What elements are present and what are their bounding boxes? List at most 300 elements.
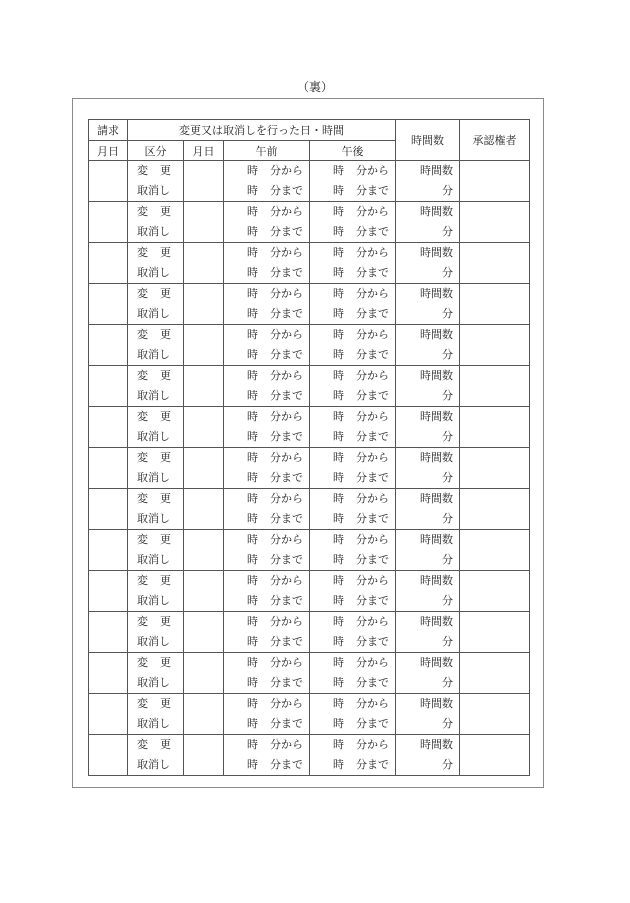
seikyu-date-cell[interactable] — [89, 284, 128, 325]
gogo-time-cell[interactable] — [310, 694, 396, 735]
until-label: 分まで — [270, 184, 303, 197]
gozen-from-line — [224, 571, 309, 591]
hour-label: 時 — [333, 307, 344, 320]
hour-label: 時 — [247, 738, 258, 751]
approver-cell[interactable] — [460, 735, 530, 776]
kubun-change-char1: 変 — [137, 164, 148, 177]
hour-label: 時 — [247, 471, 258, 484]
kubun-cell[interactable] — [128, 448, 184, 489]
table-row — [89, 284, 530, 325]
gogo-until-line — [310, 591, 395, 611]
gozen-until-line — [224, 304, 309, 324]
kubun-change-char2: 更 — [160, 451, 171, 464]
gozen-time-cell[interactable] — [224, 243, 310, 284]
from-label: 分から — [356, 410, 389, 423]
seikyu-date-cell[interactable] — [89, 653, 128, 694]
hours-label: 時間数 — [420, 369, 453, 382]
gozen-time-cell[interactable] — [224, 448, 310, 489]
kubun-cell[interactable] — [128, 653, 184, 694]
seikyu-date-cell[interactable] — [89, 735, 128, 776]
seikyu-date-cell[interactable] — [89, 530, 128, 571]
from-label: 分から — [356, 287, 389, 300]
tsukihi-cell[interactable] — [184, 489, 224, 530]
gogo-time-cell[interactable] — [310, 571, 396, 612]
seikyu-date-cell[interactable] — [89, 202, 128, 243]
kubun-cancel-option[interactable]: 取消し — [137, 430, 170, 443]
kubun-cancel-option[interactable]: 取消し — [137, 635, 170, 648]
until-label: 分まで — [270, 225, 303, 238]
hours-label: 時間数 — [420, 205, 453, 218]
hour-label: 時 — [333, 635, 344, 648]
hour-label: 時 — [247, 656, 258, 669]
hours-cell[interactable] — [396, 653, 460, 694]
header-seikyu-bottom: 月日 — [89, 141, 128, 161]
gogo-time-cell[interactable] — [310, 202, 396, 243]
kubun-cell[interactable] — [128, 161, 184, 202]
approver-cell[interactable] — [460, 366, 530, 407]
gogo-until-line — [310, 263, 395, 283]
approver-cell[interactable] — [460, 284, 530, 325]
kubun-cancel-option[interactable]: 取消し — [137, 758, 170, 771]
hour-label: 時 — [247, 164, 258, 177]
gozen-until-line — [224, 386, 309, 406]
minutes-label: 分 — [442, 184, 453, 197]
hours-cell[interactable] — [396, 694, 460, 735]
gogo-time-cell[interactable] — [310, 366, 396, 407]
header-jikansu: 時間数 — [396, 120, 460, 161]
hour-label: 時 — [333, 492, 344, 505]
kubun-cell[interactable] — [128, 202, 184, 243]
seikyu-date-cell[interactable] — [89, 366, 128, 407]
gozen-time-cell[interactable] — [224, 612, 310, 653]
kubun-cancel-option[interactable]: 取消し — [137, 266, 170, 279]
hour-label: 時 — [247, 553, 258, 566]
hour-label: 時 — [247, 410, 258, 423]
from-label: 分から — [356, 164, 389, 177]
hours-cell[interactable] — [396, 407, 460, 448]
header-seikyu-top: 請求 — [89, 120, 128, 141]
seikyu-date-cell[interactable] — [89, 612, 128, 653]
hours-cell[interactable] — [396, 325, 460, 366]
hour-label: 時 — [247, 492, 258, 505]
gozen-until-line — [224, 632, 309, 652]
kubun-change-option[interactable] — [128, 284, 183, 304]
tsukihi-cell[interactable] — [184, 202, 224, 243]
gozen-from-line — [224, 653, 309, 673]
kubun-change-char2: 更 — [160, 287, 171, 300]
hour-label: 時 — [333, 451, 344, 464]
kubun-cell[interactable] — [128, 325, 184, 366]
gogo-time-cell[interactable] — [310, 612, 396, 653]
from-label: 分から — [356, 615, 389, 628]
until-label: 分まで — [270, 594, 303, 607]
gogo-from-line — [310, 243, 395, 263]
tsukihi-cell[interactable] — [184, 612, 224, 653]
gogo-from-line — [310, 530, 395, 550]
tsukihi-cell[interactable] — [184, 366, 224, 407]
from-label: 分から — [270, 246, 303, 259]
gozen-time-cell[interactable] — [224, 325, 310, 366]
hour-label: 時 — [247, 451, 258, 464]
hour-label: 時 — [333, 512, 344, 525]
from-label: 分から — [270, 697, 303, 710]
hour-label: 時 — [247, 348, 258, 361]
from-label: 分から — [356, 205, 389, 218]
gogo-from-line — [310, 202, 395, 222]
tsukihi-cell[interactable] — [184, 407, 224, 448]
approver-cell[interactable] — [460, 653, 530, 694]
kubun-change-option[interactable] — [128, 202, 183, 222]
gogo-until-line — [310, 550, 395, 570]
kubun-cancel-option[interactable]: 取消し — [137, 471, 170, 484]
gogo-time-cell[interactable] — [310, 653, 396, 694]
until-label: 分まで — [356, 307, 389, 320]
header-kubun: 区分 — [128, 141, 184, 161]
until-label: 分まで — [270, 553, 303, 566]
hours-cell[interactable] — [396, 243, 460, 284]
until-label: 分まで — [356, 676, 389, 689]
gozen-until-line — [224, 222, 309, 242]
hours-cell[interactable] — [396, 571, 460, 612]
minutes-label: 分 — [442, 266, 453, 279]
hours-cell[interactable] — [396, 202, 460, 243]
gogo-time-cell[interactable] — [310, 284, 396, 325]
hour-label: 時 — [333, 369, 344, 382]
approver-cell[interactable] — [460, 571, 530, 612]
gogo-from-line — [310, 284, 395, 304]
kubun-change-char1: 変 — [137, 369, 148, 382]
from-label: 分から — [356, 492, 389, 505]
hour-label: 時 — [247, 594, 258, 607]
seikyu-date-cell[interactable] — [89, 161, 128, 202]
seikyu-date-cell[interactable] — [89, 448, 128, 489]
kubun-change-option[interactable] — [128, 366, 183, 386]
gozen-until-line — [224, 673, 309, 693]
kubun-cell[interactable] — [128, 407, 184, 448]
kubun-change-option[interactable] — [128, 735, 183, 755]
seikyu-date-cell[interactable] — [89, 571, 128, 612]
gogo-until-line — [310, 304, 395, 324]
kubun-change-option[interactable] — [128, 407, 183, 427]
approver-cell[interactable] — [460, 325, 530, 366]
from-label: 分から — [270, 369, 303, 382]
until-label: 分まで — [270, 717, 303, 730]
kubun-cell[interactable] — [128, 366, 184, 407]
hour-label: 時 — [247, 307, 258, 320]
from-label: 分から — [270, 287, 303, 300]
gogo-from-line — [310, 407, 395, 427]
seikyu-date-cell[interactable] — [89, 407, 128, 448]
approver-cell[interactable] — [460, 407, 530, 448]
gozen-until-line — [224, 427, 309, 447]
until-label: 分まで — [356, 594, 389, 607]
from-label: 分から — [270, 533, 303, 546]
kubun-cell[interactable] — [128, 735, 184, 776]
table-row — [89, 653, 530, 694]
tsukihi-cell[interactable] — [184, 653, 224, 694]
hour-label: 時 — [333, 471, 344, 484]
gogo-until-line — [310, 714, 395, 734]
gozen-from-line — [224, 694, 309, 714]
gozen-time-cell[interactable] — [224, 489, 310, 530]
hours-label: 時間数 — [420, 533, 453, 546]
hour-label: 時 — [333, 533, 344, 546]
tsukihi-cell[interactable] — [184, 284, 224, 325]
hour-label: 時 — [247, 205, 258, 218]
gozen-time-cell[interactable] — [224, 571, 310, 612]
seikyu-date-cell[interactable] — [89, 489, 128, 530]
gogo-from-line — [310, 489, 395, 509]
hour-label: 時 — [247, 184, 258, 197]
kubun-change-char2: 更 — [160, 410, 171, 423]
hours-cell[interactable] — [396, 448, 460, 489]
approver-cell[interactable] — [460, 694, 530, 735]
tsukihi-cell[interactable] — [184, 530, 224, 571]
hour-label: 時 — [247, 635, 258, 648]
minutes-label: 分 — [442, 635, 453, 648]
hours-cell[interactable] — [396, 612, 460, 653]
approver-cell[interactable] — [460, 161, 530, 202]
approver-cell[interactable] — [460, 489, 530, 530]
hour-label: 時 — [333, 287, 344, 300]
hours-label: 時間数 — [420, 738, 453, 751]
tsukihi-cell[interactable] — [184, 694, 224, 735]
kubun-change-option[interactable] — [128, 161, 183, 181]
tsukihi-cell[interactable] — [184, 735, 224, 776]
approver-cell[interactable] — [460, 202, 530, 243]
hour-label: 時 — [333, 697, 344, 710]
hours-cell[interactable] — [396, 735, 460, 776]
header-row-1 — [89, 120, 530, 141]
gozen-until-line — [224, 263, 309, 283]
until-label: 分まで — [270, 348, 303, 361]
kubun-cancel-option[interactable]: 取消し — [137, 717, 170, 730]
until-label: 分まで — [356, 348, 389, 361]
until-label: 分まで — [270, 389, 303, 402]
kubun-change-option[interactable] — [128, 694, 183, 714]
hour-label: 時 — [247, 676, 258, 689]
gogo-time-cell[interactable] — [310, 448, 396, 489]
table-row — [89, 735, 530, 776]
hours-label: 時間数 — [420, 246, 453, 259]
gozen-time-cell[interactable] — [224, 407, 310, 448]
kubun-change-char1: 変 — [137, 246, 148, 259]
until-label: 分まで — [270, 430, 303, 443]
seikyu-date-cell[interactable] — [89, 243, 128, 284]
kubun-cell[interactable] — [128, 243, 184, 284]
tsukihi-cell[interactable] — [184, 161, 224, 202]
header-gogo: 午後 — [310, 141, 396, 161]
gogo-time-cell[interactable] — [310, 325, 396, 366]
kubun-cancel-option[interactable]: 取消し — [137, 512, 170, 525]
kubun-change-char2: 更 — [160, 697, 171, 710]
hour-label: 時 — [333, 410, 344, 423]
hours-label: 時間数 — [420, 287, 453, 300]
kubun-cancel-option[interactable]: 取消し — [137, 389, 170, 402]
kubun-cell[interactable] — [128, 694, 184, 735]
from-label: 分から — [270, 410, 303, 423]
gozen-time-cell[interactable] — [224, 694, 310, 735]
hour-label: 時 — [247, 533, 258, 546]
kubun-cell[interactable] — [128, 489, 184, 530]
gogo-from-line — [310, 161, 395, 181]
gozen-time-cell[interactable] — [224, 202, 310, 243]
minutes-label: 分 — [442, 512, 453, 525]
gogo-from-line — [310, 366, 395, 386]
hour-label: 時 — [333, 656, 344, 669]
hour-label: 時 — [247, 717, 258, 730]
kubun-cancel-option[interactable]: 取消し — [137, 676, 170, 689]
kubun-change-option[interactable] — [128, 612, 183, 632]
gogo-until-line — [310, 345, 395, 365]
kubun-change-char1: 変 — [137, 656, 148, 669]
from-label: 分から — [270, 738, 303, 751]
tsukihi-cell[interactable] — [184, 243, 224, 284]
hours-cell[interactable] — [396, 284, 460, 325]
until-label: 分まで — [356, 225, 389, 238]
approver-cell[interactable] — [460, 612, 530, 653]
gogo-from-line — [310, 653, 395, 673]
gozen-from-line — [224, 530, 309, 550]
hour-label: 時 — [247, 574, 258, 587]
table-row — [89, 530, 530, 571]
until-label: 分まで — [270, 676, 303, 689]
gogo-time-cell[interactable] — [310, 489, 396, 530]
hour-label: 時 — [247, 328, 258, 341]
gozen-time-cell[interactable] — [224, 161, 310, 202]
kubun-cancel-option[interactable]: 取消し — [137, 307, 170, 320]
kubun-cancel-option[interactable]: 取消し — [137, 225, 170, 238]
kubun-cell[interactable] — [128, 571, 184, 612]
from-label: 分から — [270, 164, 303, 177]
seikyu-date-cell[interactable] — [89, 694, 128, 735]
gogo-until-line — [310, 468, 395, 488]
gogo-from-line — [310, 612, 395, 632]
hours-label: 時間数 — [420, 697, 453, 710]
hour-label: 時 — [247, 430, 258, 443]
gozen-from-line — [224, 202, 309, 222]
hour-label: 時 — [333, 205, 344, 218]
minutes-label: 分 — [442, 594, 453, 607]
kubun-cancel-option[interactable]: 取消し — [137, 553, 170, 566]
hours-cell[interactable] — [396, 530, 460, 571]
hours-label: 時間数 — [420, 615, 453, 628]
gogo-time-cell[interactable] — [310, 530, 396, 571]
tsukihi-cell[interactable] — [184, 448, 224, 489]
minutes-label: 分 — [442, 348, 453, 361]
kubun-change-char2: 更 — [160, 328, 171, 341]
kubun-cell[interactable] — [128, 612, 184, 653]
from-label: 分から — [270, 574, 303, 587]
hours-label: 時間数 — [420, 656, 453, 669]
table-row — [89, 612, 530, 653]
hours-cell[interactable] — [396, 366, 460, 407]
kubun-cancel-option[interactable]: 取消し — [137, 348, 170, 361]
gogo-until-line — [310, 755, 395, 775]
minutes-label: 分 — [442, 553, 453, 566]
kubun-change-option[interactable] — [128, 243, 183, 263]
kubun-change-option[interactable] — [128, 325, 183, 345]
gogo-time-cell[interactable] — [310, 243, 396, 284]
hours-label: 時間数 — [420, 492, 453, 505]
kubun-change-option[interactable] — [128, 489, 183, 509]
gozen-time-cell[interactable] — [224, 735, 310, 776]
minutes-label: 分 — [442, 676, 453, 689]
kubun-change-option[interactable] — [128, 653, 183, 673]
gozen-until-line — [224, 714, 309, 734]
from-label: 分から — [270, 656, 303, 669]
kubun-change-option[interactable] — [128, 530, 183, 550]
hour-label: 時 — [333, 594, 344, 607]
gozen-from-line — [224, 366, 309, 386]
approver-cell[interactable] — [460, 530, 530, 571]
gogo-time-cell[interactable] — [310, 161, 396, 202]
from-label: 分から — [356, 246, 389, 259]
gozen-time-cell[interactable] — [224, 653, 310, 694]
from-label: 分から — [270, 205, 303, 218]
kubun-change-char1: 変 — [137, 533, 148, 546]
table-row — [89, 325, 530, 366]
gogo-time-cell[interactable] — [310, 735, 396, 776]
hours-cell[interactable] — [396, 489, 460, 530]
kubun-change-char2: 更 — [160, 533, 171, 546]
gozen-from-line — [224, 407, 309, 427]
gogo-time-cell[interactable] — [310, 407, 396, 448]
hour-label: 時 — [247, 615, 258, 628]
until-label: 分まで — [356, 389, 389, 402]
hour-label: 時 — [247, 266, 258, 279]
from-label: 分から — [356, 656, 389, 669]
gozen-time-cell[interactable] — [224, 530, 310, 571]
gogo-until-line — [310, 222, 395, 242]
minutes-label: 分 — [442, 225, 453, 238]
kubun-change-option[interactable] — [128, 448, 183, 468]
gozen-time-cell[interactable] — [224, 366, 310, 407]
hour-label: 時 — [333, 266, 344, 279]
kubun-cancel-option[interactable]: 取消し — [137, 594, 170, 607]
kubun-change-char2: 更 — [160, 246, 171, 259]
hour-label: 時 — [247, 246, 258, 259]
from-label: 分から — [356, 697, 389, 710]
until-label: 分まで — [356, 758, 389, 771]
hour-label: 時 — [247, 225, 258, 238]
hour-label: 時 — [247, 512, 258, 525]
approver-cell[interactable] — [460, 243, 530, 284]
kubun-change-char1: 変 — [137, 287, 148, 300]
hour-label: 時 — [333, 246, 344, 259]
kubun-cell[interactable] — [128, 530, 184, 571]
hour-label: 時 — [247, 369, 258, 382]
gozen-from-line — [224, 161, 309, 181]
table-row — [89, 243, 530, 284]
tsukihi-cell[interactable] — [184, 571, 224, 612]
gozen-until-line — [224, 345, 309, 365]
gozen-time-cell[interactable] — [224, 284, 310, 325]
kubun-change-char1: 変 — [137, 328, 148, 341]
seikyu-date-cell[interactable] — [89, 325, 128, 366]
kubun-change-char2: 更 — [160, 656, 171, 669]
hours-cell[interactable] — [396, 161, 460, 202]
from-label: 分から — [270, 451, 303, 464]
approver-cell[interactable] — [460, 448, 530, 489]
tsukihi-cell[interactable] — [184, 325, 224, 366]
kubun-cell[interactable] — [128, 284, 184, 325]
kubun-change-option[interactable] — [128, 571, 183, 591]
header-gozen: 午前 — [224, 141, 310, 161]
hours-label: 時間数 — [420, 410, 453, 423]
until-label: 分まで — [270, 471, 303, 484]
kubun-cancel-option[interactable]: 取消し — [137, 184, 170, 197]
